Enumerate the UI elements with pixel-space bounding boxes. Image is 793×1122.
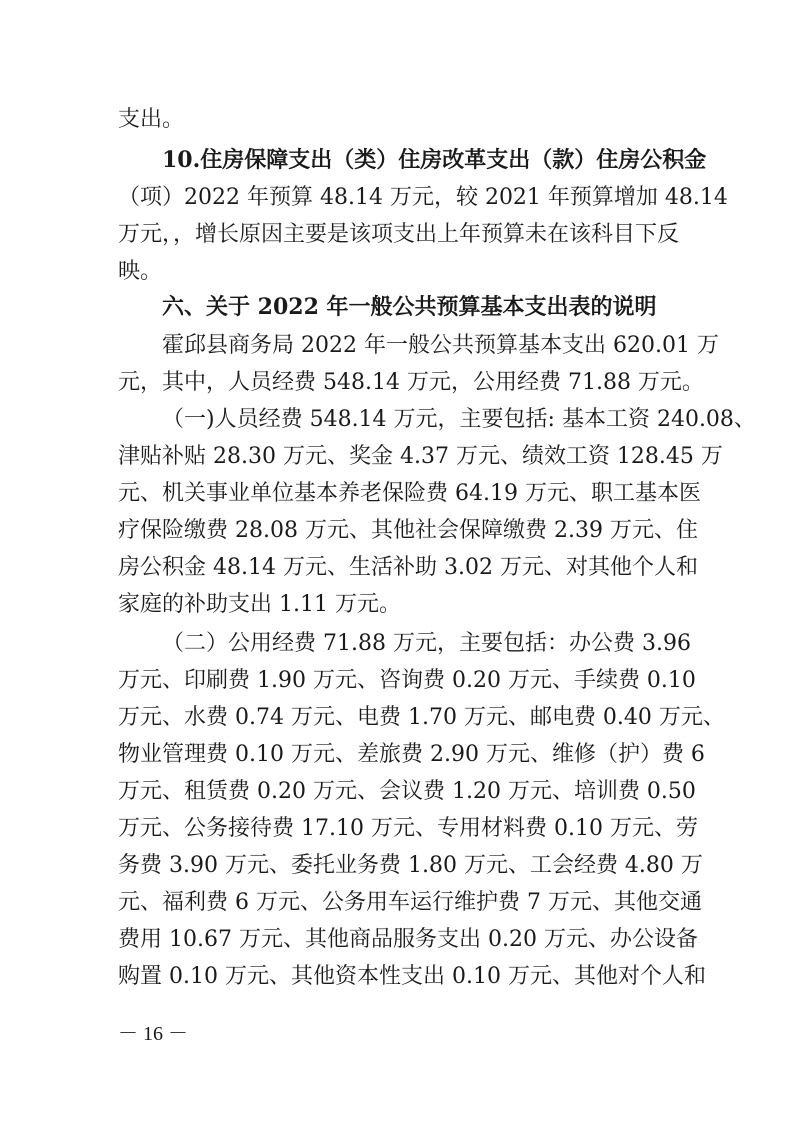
text-line-7: 霍邱县商务局 2022 年一般公共预算基本支出 620.01 万 [162, 333, 719, 358]
text-line-12: 疗保险缴费 28.08 万元、其他社会保障缴费 2.39 万元、住 [118, 518, 698, 543]
text-line-24: 购置 0.10 万元、其他资本性支出 0.10 万元、其他对个人和 [118, 964, 706, 989]
page-number: － 16 － [118, 1023, 188, 1045]
text-line-3: （项）2022 年预算 48.14 万元，较 2021 年预算增加 48.14 [118, 185, 728, 210]
text-line-1: 支出。 [118, 107, 185, 132]
text-line-10: 津贴补贴 28.30 万元、奖金 4.37 万元、绩效工资 128.45 万 [118, 444, 723, 469]
text-line-8: 元，其中，人员经费 548.14 万元，公用经费 71.88 万元。 [118, 370, 704, 395]
text-line-18: 物业管理费 0.10 万元、差旅费 2.90 万元、维修（护）费 6 [118, 742, 705, 767]
text-line-17: 万元、水费 0.74 万元、电费 1.70 万元、邮电费 0.40 万元、 [118, 705, 725, 730]
text-line-22: 元、福利费 6 万元、公务用车运行维护费 7 万元、其他交通 [118, 890, 702, 915]
text-line-21: 务费 3.90 万元、委托业务费 1.80 万元、工会经费 4.80 万 [118, 853, 703, 878]
text-line-23: 费用 10.67 万元、其他商品服务支出 0.20 万元、办公设备 [118, 927, 698, 952]
text-line-20: 万元、公务接待费 17.10 万元、专用材料费 0.10 万元、劳 [118, 816, 698, 841]
text-line-13: 房公积金 48.14 万元、生活补助 3.02 万元、对其他个人和 [118, 555, 698, 580]
text-line-5: 映。 [118, 259, 163, 284]
text-line-15: （二）公用经费 71.88 万元，主要包括：办公费 3.96 [162, 631, 691, 656]
text-line-11: 元、机关事业单位基本养老保险费 64.19 万元、职工基本医 [118, 481, 701, 506]
section-heading-6: 六、关于 2022 年一般公共预算基本支出表的说明 [162, 294, 657, 320]
text-line-4: 万元，，增长原因主要是该项支出上年预算未在该科目下反 [118, 222, 680, 247]
text-line-16: 万元、印刷费 1.90 万元、咨询费 0.20 万元、手续费 0.10 [118, 668, 696, 693]
text-line-9: （一)人员经费 548.14 万元，主要包括: 基本工资 240.08、 [162, 407, 756, 432]
section-heading-10: 10.住房保障支出（类）住房改革支出（款）住房公积金 [162, 147, 707, 173]
text-line-19: 万元、租赁费 0.20 万元、会议费 1.20 万元、培训费 0.50 [118, 779, 696, 804]
text-line-14: 家庭的补助支出 1.11 万元。 [118, 592, 401, 617]
